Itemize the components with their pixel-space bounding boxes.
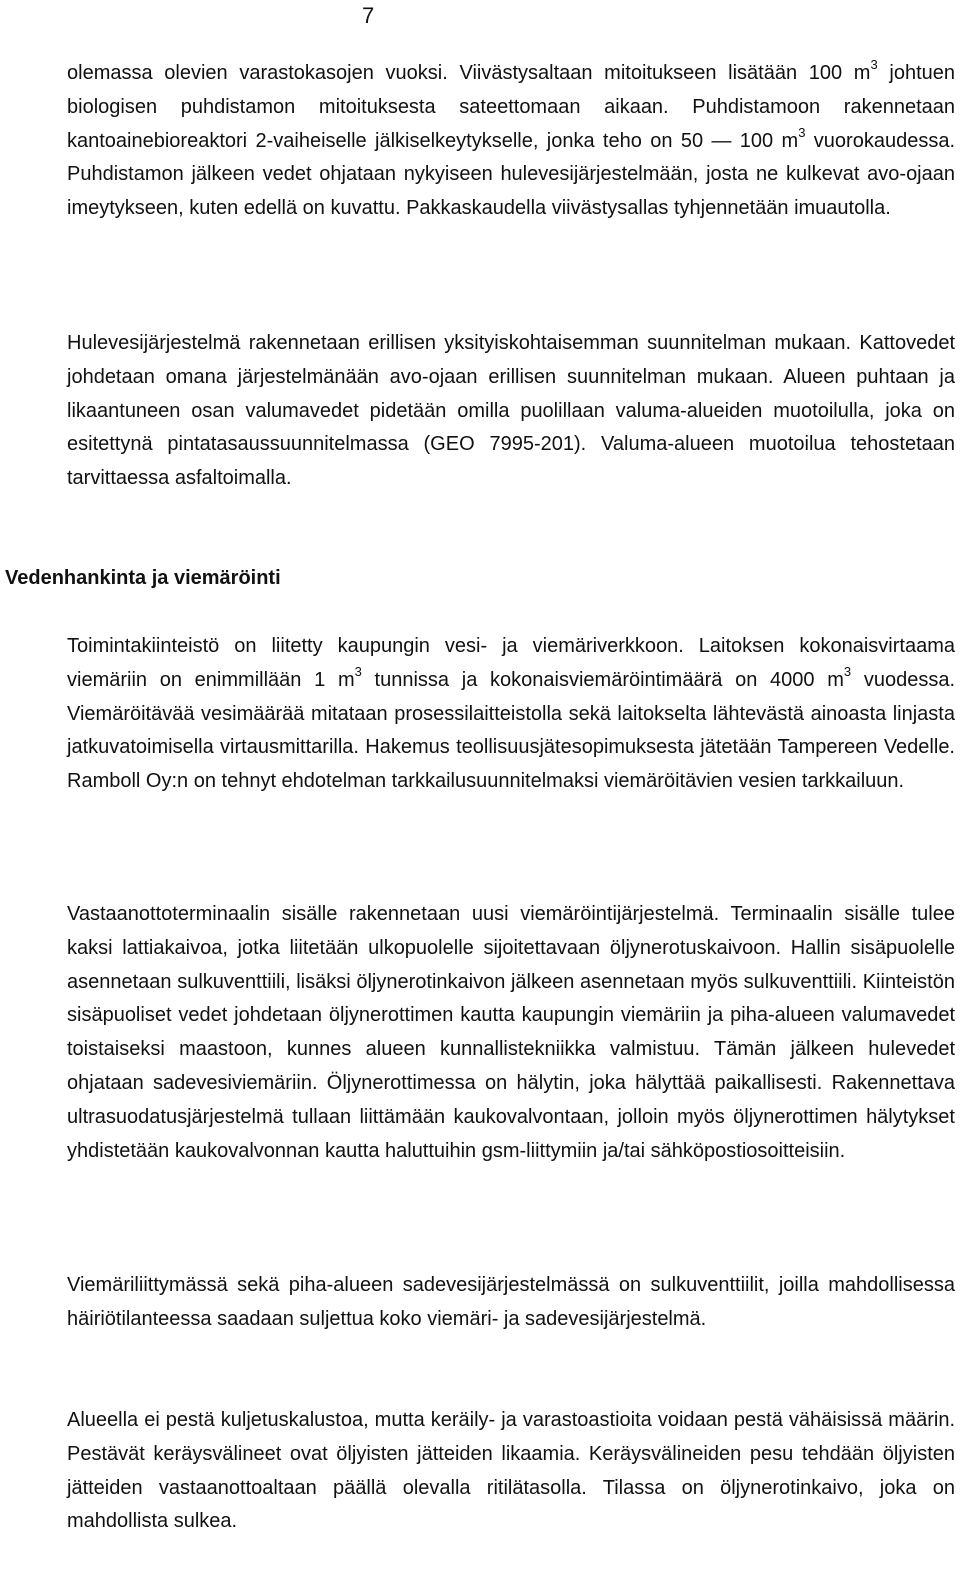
paragraph-shutoff-valves: Viemäriliittymässä sekä piha-alueen sadevesijärjestelmässä on sulkuventtiilit, joilla mahdollisessa häiriötilanteessa saadaan suljettua koko viemäri- ja sadevesijärjestelmä. [67,1274,955,1330]
superscript: 3 [354,664,362,680]
paragraph-washing: Alueella ei pestä kuljetuskalustoa, mutta keräily- ja varastoastioita voidaan pestä vähäisissä määrin. Pestävät keräysvälineet ovat öljyisten jätteiden likaamia. Keräysvälineiden pesu tehdään öljyisten jätteiden vastaanottoaltaan päällä olevalla ritilätasolla. Tilassa on öljynerotinkaivo, joka on mahdollista sulkea. [67,1409,955,1533]
paragraph-water-supply [67,630,955,799]
paragraph-retention-basin [67,57,955,226]
paragraph-text: vuorokaudessa. Puhdistamon jälkeen vedet ohjataan nykyiseen hulevesijärjestelmään, josta ne kulkevat avo-ojaan imeytykseen, kuten edellä on kuvattu. Pakkaskaudella viivästysallas tyhjennetään imuautolla. [67,129,955,220]
superscript: 3 [870,57,878,73]
paragraph-stormwater-system: Hulevesijärjestelmä rakennetaan erillisen yksityiskohtaisemman suunnitelman mukaan. Kattovedet johdetaan omana järjestelmänään avo-ojaan erillisen suunnitelman mukaan. Alueen puhtaan ja likaantuneen osan valumavedet pidetään omilla puolillaan valuma-alueiden muotoilulla, joka on esitettynä pintatasaussuunnitelmassa (GEO 7995-201). Valuma-alueen muotoilua tehostetaan tarvittaessa asfaltoimalla. [67,332,955,490]
paragraph-text: tunnissa ja kokonaisviemäröintimäärä on 4000 m [361,668,844,691]
paragraph-text: Toimintakiinteistö on liitetty kaupungin vesi- ja viemäriverkkoon. Laitoksen kokonaisvirtaama viemäriin on enimmillään 1 m [67,635,955,691]
paragraph-terminal-sewer: Vastaanottoterminaalin sisälle rakennetaan uusi viemäröintijärjestelmä. Terminaalin sisälle tulee kaksi lattiakaivoa, jotka liitetään ulkopuolelle sijoitettavaan öljynerotuskaivoon. Hallin sisäpuolelle asennetaan sulkuventtiili, lisäksi öljynerotinkaivon jälkeen asennetaan myös sulkuventtiili. Kiinteistön sisäpuoliset vedet johdetaan öljynerottimen kautta kaupungin viemäriin ja piha-alueen valumavedet toistaiseksi maastoon, kunnes alueen kunnallistekniikka valmistuu. Tämän jälkeen hulevedet ohjataan sadevesiviemäriin. Öljynerottimessa on hälytin, joka hälyttää paikallisesti. Rakennettava ultrasuodatusjärjestelmä tullaan liittämään kaukovalvontaan, jolloin myös öljynerottimen hälytykset yhdistetään kaukovalvonnan kautta haluttuihin gsm-liittymiin ja/tai sähköpostiosoitteisiin. [67,903,955,1162]
paragraph-text: vuodessa. Viemäröitävää vesimäärää mitataan prosessilaitteistolla sekä laitokselta lähtevästä ainoasta linjasta jatkuvatoimisella virtausmittarilla. Hakemus teollisuusjätesopimuksesta jätetään Tampereen Vedelle. Ramboll Oy:n on tehnyt ehdotelman tarkkailusuunnitelmaksi viemäröitävien vesien tarkkailuun. [67,668,956,793]
superscript: 3 [843,664,852,680]
section-heading: Vedenhankinta ja viemäröinti [5,567,281,589]
paragraph-text: olemassa olevien varastokasojen vuoksi. Viivästysaltaan mitoitukseen lisätään 100 m [67,62,871,84]
paragraph-text: johtuen biologisen puhdistamon mitoituksesta sateettomaan aikaan. Puhdistamoon rakennetaan kantoainebioreaktori 2-vaiheiselle jälkiselkeytykselle, jonka teho on 50 — 100 m [67,62,955,152]
superscript: 3 [798,124,806,140]
page-number: 7 [362,3,375,28]
